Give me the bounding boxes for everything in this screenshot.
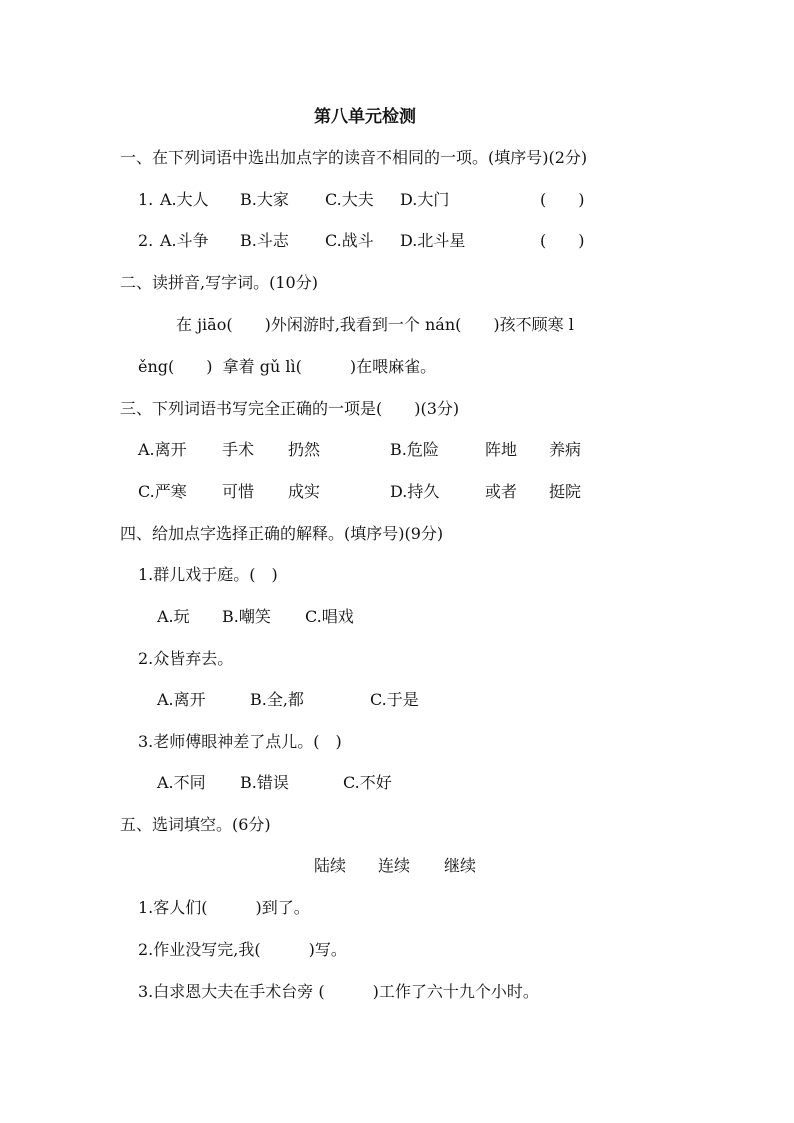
option-b: B.斗志 <box>240 231 289 250</box>
section-5-question-1: 1.客人们( )到了。 <box>138 898 310 917</box>
question-number: 2. <box>138 231 154 250</box>
option-word: 手术 <box>222 440 255 459</box>
section-2-heading: 二、读拼音,写字词。(10分) <box>120 273 318 292</box>
option-b: B.错误 <box>240 773 289 792</box>
section-5-heading: 五、选词填空。(6分) <box>120 815 271 834</box>
word-bank-item: 连续 <box>378 856 411 875</box>
option-c: C.大夫 <box>325 190 374 209</box>
option-label: D.持久 <box>390 482 440 501</box>
option-word: 养病 <box>549 440 582 459</box>
section-5-question-3: 3.白求恩大夫在手术台旁 ( )工作了六十九个小时。 <box>138 982 539 1001</box>
option-word: 阵地 <box>485 440 518 459</box>
section-2-line-2: ěng( ) 拿着 gǔ lì( )在喂麻雀。 <box>138 357 437 376</box>
section-4-question-1: 1.群儿戏于庭。( ) <box>138 565 278 584</box>
section-3-heading: 三、下列词语书写完全正确的一项是( )(3分) <box>120 399 460 418</box>
option-d: D.北斗星 <box>400 231 466 250</box>
option-label: C.严寒 <box>138 482 187 501</box>
option-b: B.全,都 <box>250 690 304 709</box>
section-1-heading: 一、在下列词语中选出加点字的读音不相同的一项。(填序号)(2分) <box>120 148 588 167</box>
word-bank-item: 继续 <box>444 856 477 875</box>
section-5-question-2: 2.作业没写完,我( )写。 <box>138 940 347 959</box>
section-4-heading: 四、给加点字选择正确的解释。(填序号)(9分) <box>120 524 444 543</box>
option-word: 成实 <box>288 482 321 501</box>
option-b: B.大家 <box>240 190 289 209</box>
option-word: 挺院 <box>549 482 582 501</box>
page-title: 第八单元检测 <box>314 107 416 127</box>
question-number: 1. <box>138 190 154 209</box>
section-4-question-2: 2.众皆弃去。 <box>138 649 234 668</box>
option-a: A.不同 <box>157 773 206 792</box>
answer-blank[interactable]: ( ) <box>540 190 585 209</box>
section-4-question-3: 3.老师傅眼神差了点儿。( ) <box>138 732 342 751</box>
option-a: A.大人 <box>160 190 209 209</box>
option-c: C.不好 <box>343 773 392 792</box>
option-b: B.嘲笑 <box>222 607 271 626</box>
option-c: C.于是 <box>370 690 419 709</box>
option-label: A.离开 <box>138 440 187 459</box>
option-c: C.战斗 <box>325 231 374 250</box>
answer-blank[interactable]: ( ) <box>540 231 585 250</box>
option-c: C.唱戏 <box>305 607 354 626</box>
option-word: 可惜 <box>222 482 255 501</box>
section-2-line-1: 在 jiāo( )外闲游时,我看到一个 nán( )孩不顾寒 l <box>176 315 574 334</box>
option-word: 或者 <box>485 482 518 501</box>
option-label: B.危险 <box>390 440 439 459</box>
word-bank-item: 陆续 <box>314 856 347 875</box>
option-a: A.玩 <box>157 607 190 626</box>
option-a: A.离开 <box>157 690 206 709</box>
option-word: 扔然 <box>288 440 321 459</box>
option-d: D.大门 <box>400 190 450 209</box>
option-a: A.斗争 <box>160 231 209 250</box>
